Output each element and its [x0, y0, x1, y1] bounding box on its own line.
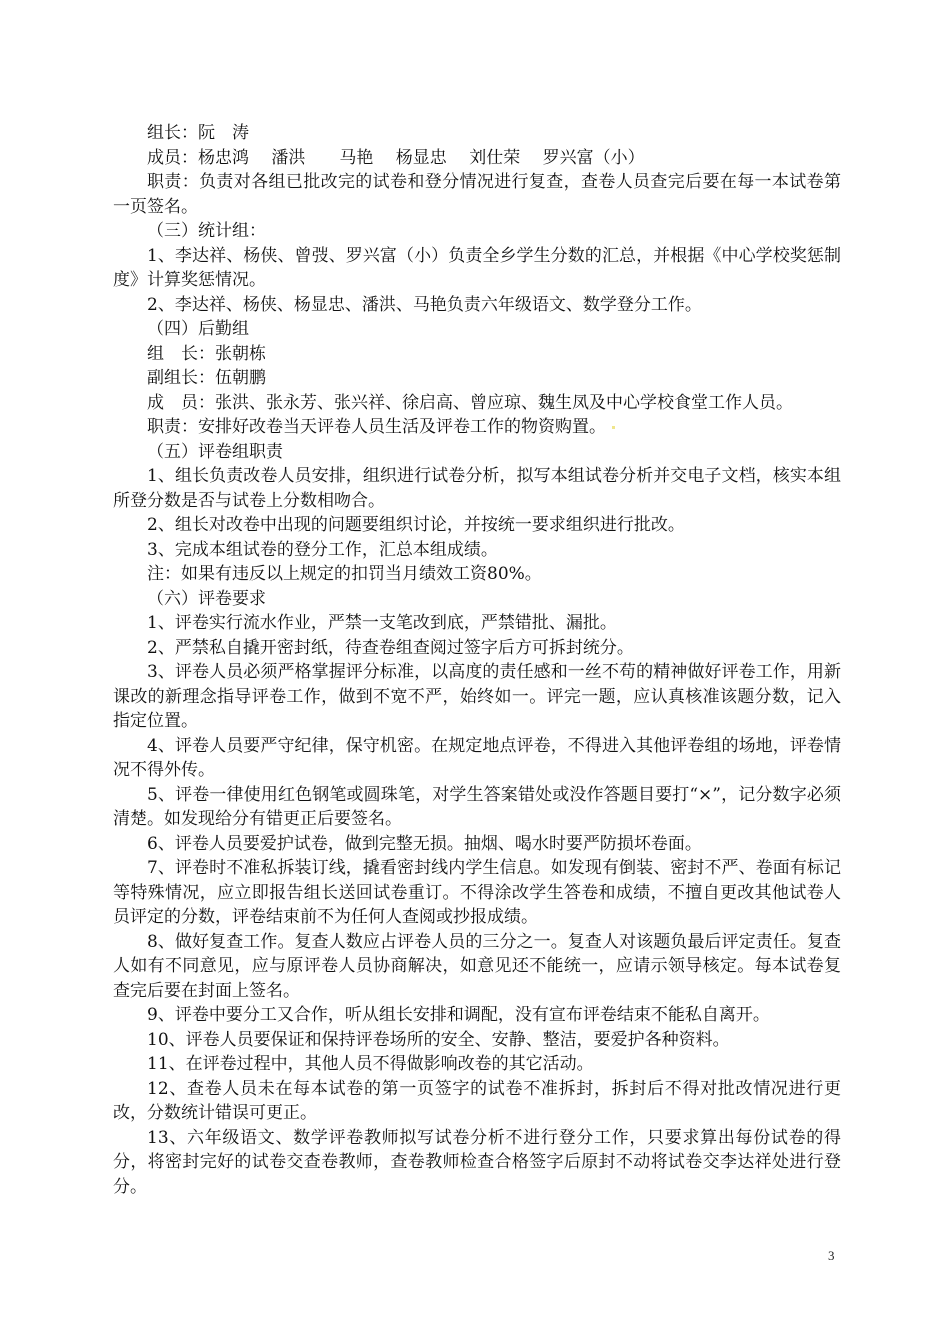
grading-duty-item-1: 1、组长负责改卷人员安排，组织进行试卷分析，拟写本组试卷分析并交电子文档，核实本组所登分数是否与试卷上分数相吻合。 [113, 466, 841, 511]
statistics-item-1: 1、李达祥、杨侠、曾弢、罗兴富（小）负责全乡学生分数的汇总，并根据《中心学校奖惩制度》计算奖惩情况。 [113, 245, 841, 290]
group-leader-line: 组长：阮 涛 [147, 123, 249, 143]
requirement-item-13: 13、六年级语文、数学评卷教师拟写试卷分析不进行登分工作，只要求算出每份试卷的得分，将密封完好的试卷交查卷教师，查卷教师检查合格签字后原封不动将试卷交李达祥处进行登分。 [113, 1127, 841, 1197]
speck-mark [612, 426, 615, 429]
requirement-item-2: 2、严禁私自撬开密封纸，待查卷组查阅过签字后方可拆封统分。 [147, 637, 634, 658]
logistics-deputy-line: 副组长：伍朝鹏 [147, 368, 266, 388]
requirement-item-12: 12、查卷人员未在每本试卷的第一页签字的试卷不准拆封，拆封后不得对批改情况进行更改，分数统计错误可更正。 [113, 1078, 841, 1123]
section-heading-logistics: （四）后勤组 [147, 319, 249, 339]
penalty-note: 注：如果有违反以上规定的扣罚当月绩效工资80%。 [147, 564, 542, 584]
requirement-item-10: 10、评卷人员要保证和保持评卷场所的安全、安静、整洁，要爱护各种资料。 [147, 1029, 730, 1050]
section-heading-grading-duties: （五）评卷组职责 [147, 441, 283, 462]
document-body [113, 121, 841, 1199]
section-heading-statistics: （三）统计组： [147, 221, 266, 241]
statistics-item-2: 2、李达祥、杨侠、杨显忠、潘洪、马艳负责六年级语文、数学登分工作。 [147, 294, 702, 315]
logistics-duty-text: 职责：安排好改卷当天评卷人员生活及评卷工作的物资购置。 [147, 417, 606, 437]
requirement-item-11: 11、在评卷过程中，其他人员不得做影响改卷的其它活动。 [147, 1054, 594, 1074]
section-heading-grading-requirements: （六）评卷要求 [147, 588, 266, 609]
requirement-item-6: 6、评卷人员要爱护试卷，做到完整无损。抽烟、喝水时要严防损坏卷面。 [147, 833, 702, 854]
grading-duty-item-2: 2、组长对改卷中出现的问题要组织讨论，并按统一要求组织进行批改。 [147, 515, 685, 535]
requirement-item-5: 5、评卷一律使用红色钢笔或圆珠笔，对学生答案错处或没作答题目要打“×”，记分数字必须清楚。如发现给分有错更正后要签名。 [113, 784, 841, 829]
requirement-item-9: 9、评卷中要分工又合作，听从组长安排和调配，没有宣布评卷结束不能私自离开。 [147, 1005, 770, 1025]
requirement-item-1: 1、评卷实行流水作业，严禁一支笔改到底，严禁错批、漏批。 [147, 613, 617, 633]
page-number: 3 [828, 1248, 835, 1263]
logistics-leader-line: 组 长：张朝栋 [147, 343, 266, 364]
requirement-item-8: 8、做好复查工作。复查人数应占评卷人员的三分之一。复查人对该题负最后评定责任。复查人如有不同意见，应与原评卷人员协商解决，如意见还不能统一，应请示领导核定。每本试卷复查完后要在封面上签名。 [113, 931, 841, 1001]
logistics-duty-line [113, 415, 841, 440]
review-duty-paragraph: 职责：负责对各组已批改完的试卷和登分情况进行复查，查卷人员查完后要在每一本试卷第一页签名。 [113, 172, 841, 217]
requirement-item-7: 7、评卷时不准私拆装订线，撬看密封线内学生信息。如发现有倒装、密封不严、卷面有标记等特殊情况，应立即报告组长送回试卷重订。不得涂改学生答卷和成绩，不擅自更改其他试卷人员评定的分数，评卷结束前不为任何人查阅或抄报成绩。 [113, 858, 841, 927]
grading-duty-item-3: 3、完成本组试卷的登分工作，汇总本组成绩。 [147, 539, 498, 560]
logistics-members-line: 成 员：张洪、张永芳、张兴祥、徐启高、曾应琼、魏生凤及中心学校食堂工作人员。 [147, 392, 793, 413]
group-members-line: 成员：杨忠鸿 潘洪 马艳 杨显忠 刘仕荣 罗兴富（小） [147, 147, 645, 168]
requirement-item-4: 4、评卷人员要严守纪律，保守机密。在规定地点评卷，不得进入其他评卷组的场地，评卷情况不得外传。 [113, 735, 841, 780]
requirement-item-3: 3、评卷人员必须严格掌握评分标准，以高度的责任感和一丝不苟的精神做好评卷工作，用新课改的新理念指导评卷工作，做到不宽不严，始终如一。评完一题，应认真核准该题分数，记入指定位置。 [113, 662, 841, 731]
